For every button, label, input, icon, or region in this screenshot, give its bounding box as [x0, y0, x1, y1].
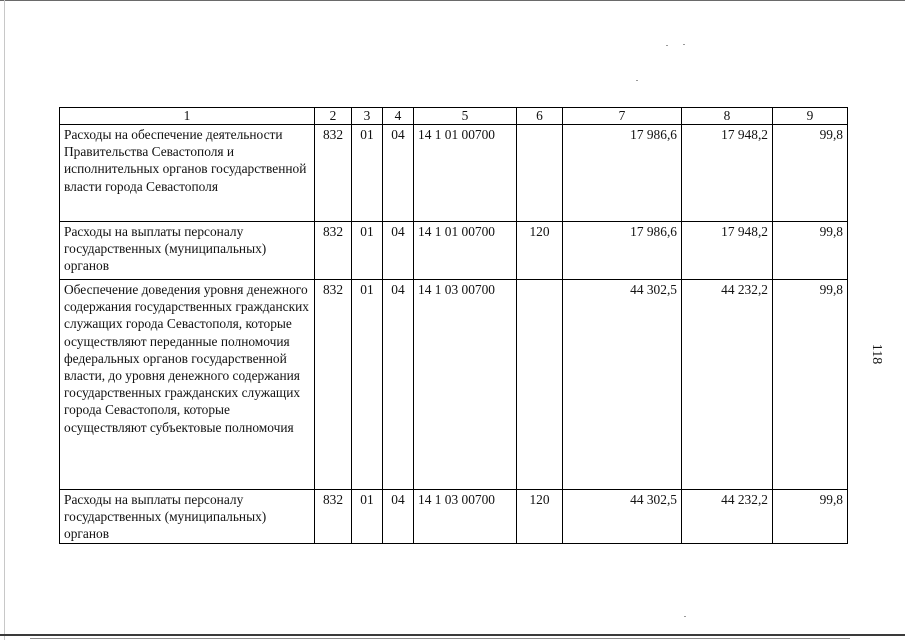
ministry-code: 832 [315, 222, 352, 280]
expense-type-code: 120 [517, 490, 563, 544]
subsection-code: 04 [383, 222, 414, 280]
planned-amount: 17 986,6 [563, 125, 682, 222]
table-header-row [60, 108, 848, 125]
table-row [60, 125, 848, 222]
scan-speck [666, 45, 668, 46]
scan-edge-bottom [0, 634, 905, 636]
ministry-code: 832 [315, 280, 352, 490]
table-row [60, 280, 848, 490]
target-article-code: 14 1 03 00700 [414, 280, 517, 490]
expense-name: Расходы на обеспечение деятельности Правительства Севастополя и исполнительных органов государственной власти города Севастополя [60, 125, 315, 222]
expense-type-code: 120 [517, 222, 563, 280]
executed-amount: 17 948,2 [682, 125, 773, 222]
column-header: 7 [563, 108, 682, 125]
execution-percent: 99,8 [773, 490, 848, 544]
scan-speck [636, 80, 638, 81]
executed-amount: 17 948,2 [682, 222, 773, 280]
scan-edge-bottom-line [30, 638, 850, 639]
column-header: 1 [60, 108, 315, 125]
section-code: 01 [352, 222, 383, 280]
page-number: 118 [869, 343, 885, 365]
scan-edge-top [0, 0, 905, 1]
execution-percent: 99,8 [773, 222, 848, 280]
planned-amount: 44 302,5 [563, 490, 682, 544]
column-header: 6 [517, 108, 563, 125]
column-header: 3 [352, 108, 383, 125]
expense-name: Обеспечение доведения уровня денежного содержания государственных гражданских служащих города Севастополя, которые осуществляют переданные полномочия федеральных органов государственной власти, до уровня денежного содержания государственных гражданских служащих города Севастополя, которые осуществляют субъектовые полномочия [60, 280, 315, 490]
execution-percent: 99,8 [773, 125, 848, 222]
section-code: 01 [352, 125, 383, 222]
column-header: 5 [414, 108, 517, 125]
scan-speck [683, 44, 685, 45]
table-row [60, 222, 848, 280]
expense-type-code [517, 125, 563, 222]
expense-name: Расходы на выплаты персоналу государственных (муниципальных) органов [60, 490, 315, 544]
scan-speck [684, 616, 686, 617]
ministry-code: 832 [315, 125, 352, 222]
planned-amount: 44 302,5 [563, 280, 682, 490]
column-header: 9 [773, 108, 848, 125]
expense-type-code [517, 280, 563, 490]
subsection-code: 04 [383, 280, 414, 490]
table-row [60, 490, 848, 544]
execution-percent: 99,8 [773, 280, 848, 490]
budget-execution-table [59, 107, 848, 544]
section-code: 01 [352, 280, 383, 490]
target-article-code: 14 1 01 00700 [414, 222, 517, 280]
executed-amount: 44 232,2 [682, 490, 773, 544]
column-header: 8 [682, 108, 773, 125]
subsection-code: 04 [383, 125, 414, 222]
planned-amount: 17 986,6 [563, 222, 682, 280]
target-article-code: 14 1 03 00700 [414, 490, 517, 544]
executed-amount: 44 232,2 [682, 280, 773, 490]
scan-edge-left [4, 0, 5, 640]
column-header: 4 [383, 108, 414, 125]
column-header: 2 [315, 108, 352, 125]
ministry-code: 832 [315, 490, 352, 544]
target-article-code: 14 1 01 00700 [414, 125, 517, 222]
subsection-code: 04 [383, 490, 414, 544]
section-code: 01 [352, 490, 383, 544]
expense-name: Расходы на выплаты персоналу государственных (муниципальных) органов [60, 222, 315, 280]
